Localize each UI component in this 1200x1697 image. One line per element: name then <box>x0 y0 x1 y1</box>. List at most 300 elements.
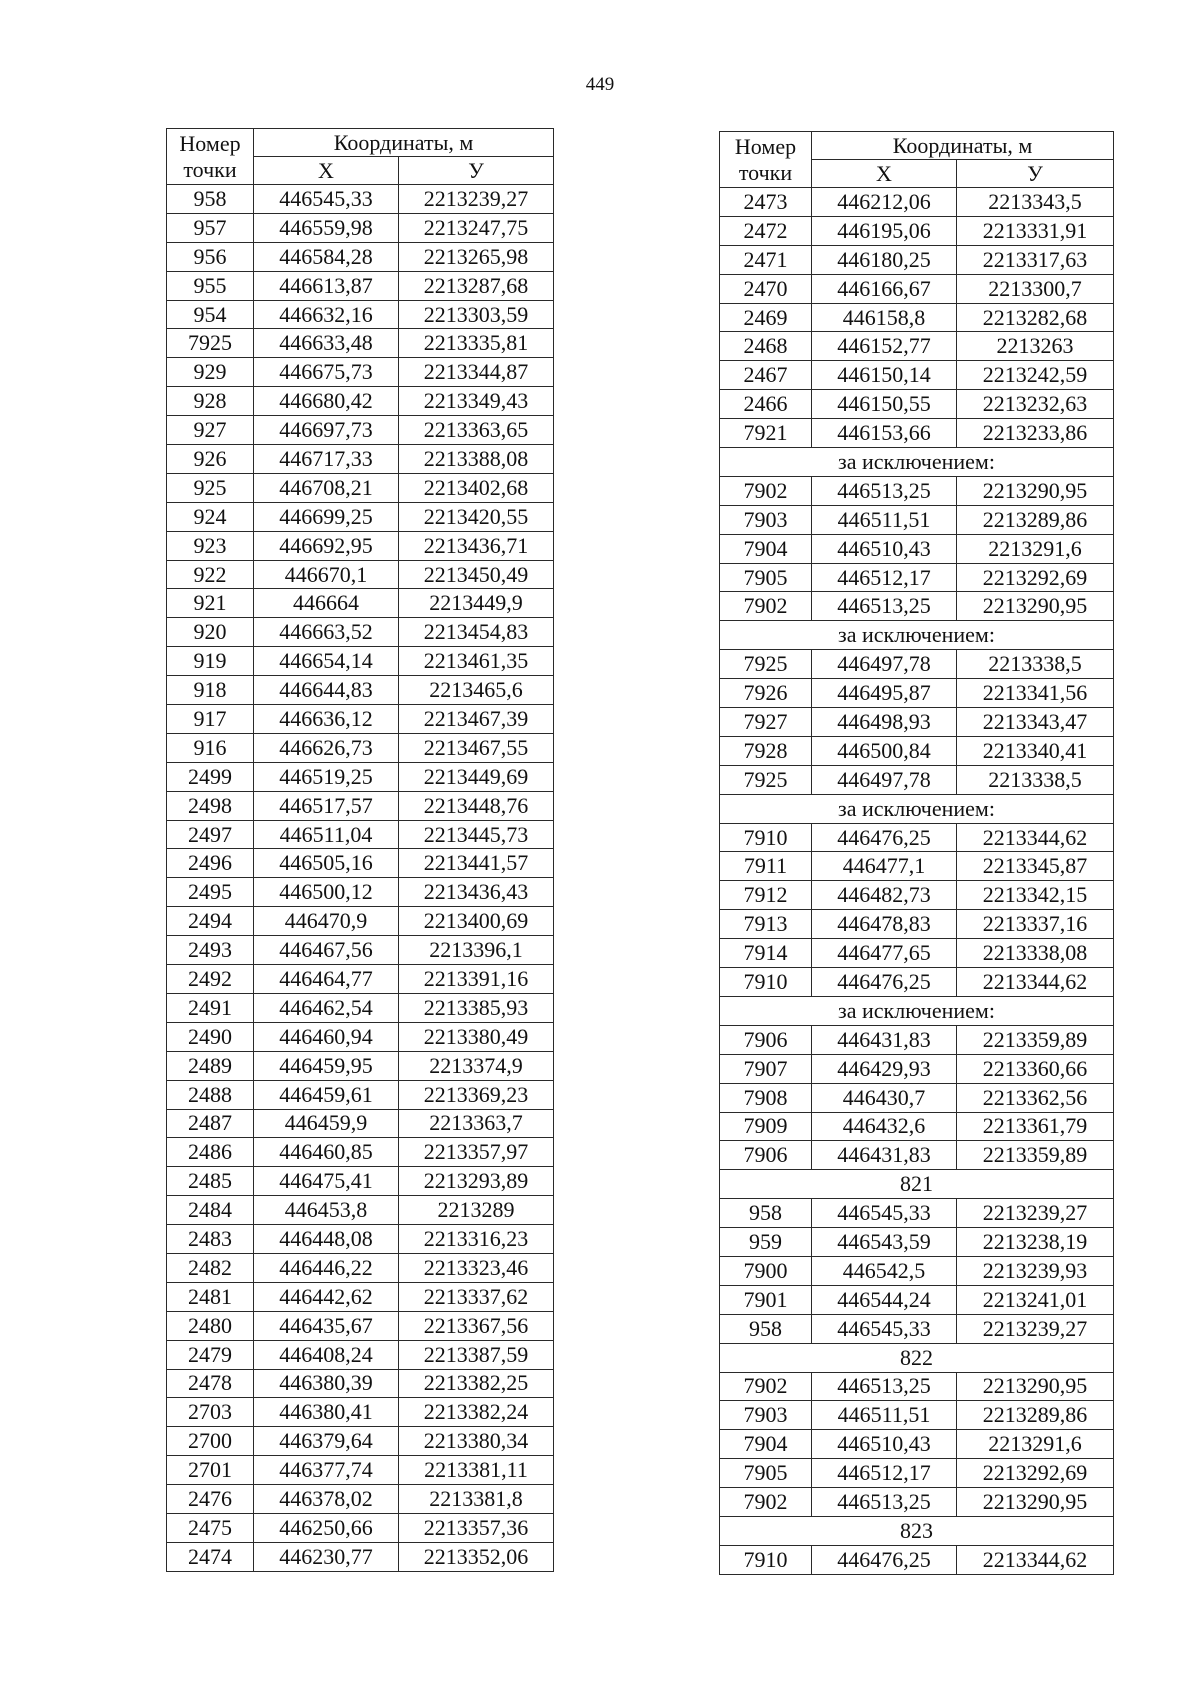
table-row <box>167 1485 554 1514</box>
x-coordinate-cell: 446697,73 <box>254 416 399 445</box>
x-coordinate-cell: 446460,85 <box>254 1138 399 1167</box>
y-coordinate-cell: 2213402,68 <box>399 473 554 502</box>
x-coordinate-cell: 446495,87 <box>812 679 957 708</box>
table-row <box>167 1427 554 1456</box>
y-coordinate-cell: 2213461,35 <box>399 647 554 676</box>
x-coordinate-cell: 446467,56 <box>254 936 399 965</box>
point-number-cell: 2479 <box>167 1340 254 1369</box>
y-coordinate-cell: 2213363,65 <box>399 416 554 445</box>
point-number-cell: 2487 <box>167 1109 254 1138</box>
x-coordinate-cell: 446497,78 <box>812 650 957 679</box>
y-coordinate-cell: 2213289 <box>399 1196 554 1225</box>
table-row <box>167 1138 554 1167</box>
point-number-cell: 7902 <box>720 476 812 505</box>
point-number-cell: 923 <box>167 531 254 560</box>
point-number-cell: 2499 <box>167 762 254 791</box>
section-label: за исключением: <box>720 621 1114 650</box>
y-coordinate-cell: 2213337,62 <box>399 1282 554 1311</box>
x-coordinate-cell: 446459,9 <box>254 1109 399 1138</box>
x-coordinate-cell: 446545,33 <box>254 185 399 214</box>
point-number-cell: 2488 <box>167 1080 254 1109</box>
y-coordinate-cell: 2213290,95 <box>957 592 1114 621</box>
x-coordinate-cell: 446476,25 <box>812 823 957 852</box>
y-coordinate-cell: 2213349,43 <box>399 387 554 416</box>
table-row <box>167 1196 554 1225</box>
x-coordinate-cell: 446250,66 <box>254 1513 399 1542</box>
y-coordinate-cell: 2213290,95 <box>957 1372 1114 1401</box>
table-row <box>720 303 1114 332</box>
table-row <box>167 733 554 762</box>
table-row <box>167 849 554 878</box>
table-row <box>720 245 1114 274</box>
x-coordinate-cell: 446152,77 <box>812 332 957 361</box>
point-number-cell: 927 <box>167 416 254 445</box>
point-number-cell: 7906 <box>720 1141 812 1170</box>
section-row <box>720 621 1114 650</box>
point-number-cell: 7907 <box>720 1054 812 1083</box>
y-coordinate-cell: 2213344,62 <box>957 1545 1114 1574</box>
point-number-cell: 2468 <box>720 332 812 361</box>
y-coordinate-cell: 2213233,86 <box>957 419 1114 448</box>
x-coordinate-cell: 446511,51 <box>812 1401 957 1430</box>
table-row <box>720 188 1114 217</box>
x-coordinate-cell: 446510,43 <box>812 534 957 563</box>
table-row <box>167 531 554 560</box>
x-coordinate-cell: 446517,57 <box>254 791 399 820</box>
point-number-cell: 7900 <box>720 1256 812 1285</box>
point-number-cell: 7925 <box>720 650 812 679</box>
x-coordinate-cell: 446446,22 <box>254 1253 399 1282</box>
point-number-cell: 925 <box>167 473 254 502</box>
y-coordinate-cell: 2213449,9 <box>399 589 554 618</box>
x-coordinate-cell: 446459,95 <box>254 1051 399 1080</box>
table-row <box>167 589 554 618</box>
y-coordinate-cell: 2213263 <box>957 332 1114 361</box>
y-coordinate-cell: 2213335,81 <box>399 329 554 358</box>
point-number-cell: 921 <box>167 589 254 618</box>
x-coordinate-cell: 446408,24 <box>254 1340 399 1369</box>
y-coordinate-cell: 2213381,11 <box>399 1456 554 1485</box>
table-row <box>720 1025 1114 1054</box>
table-row <box>167 936 554 965</box>
table-row <box>167 762 554 791</box>
x-header: Х <box>812 160 957 188</box>
y-coordinate-cell: 2213359,89 <box>957 1141 1114 1170</box>
y-coordinate-cell: 2213242,59 <box>957 361 1114 390</box>
table-row <box>720 679 1114 708</box>
section-row <box>720 448 1114 477</box>
section-label: 821 <box>720 1170 1114 1199</box>
point-number-cell: 2703 <box>167 1398 254 1427</box>
table-row <box>720 1054 1114 1083</box>
y-coordinate-cell: 2213343,47 <box>957 708 1114 737</box>
point-number-cell: 958 <box>720 1199 812 1228</box>
point-number-header: Номер точки <box>167 129 254 185</box>
x-coordinate-cell: 446482,73 <box>812 881 957 910</box>
x-coordinate-cell: 446708,21 <box>254 473 399 502</box>
y-coordinate-cell: 2213450,49 <box>399 560 554 589</box>
point-number-cell: 954 <box>167 300 254 329</box>
table-row <box>720 361 1114 390</box>
table-row <box>720 216 1114 245</box>
y-coordinate-cell: 2213232,63 <box>957 390 1114 419</box>
table-row <box>720 505 1114 534</box>
x-coordinate-cell: 446633,48 <box>254 329 399 358</box>
x-coordinate-cell: 446654,14 <box>254 647 399 676</box>
x-coordinate-cell: 446584,28 <box>254 242 399 271</box>
table-row <box>720 1228 1114 1257</box>
table-row <box>167 416 554 445</box>
point-number-cell: 7902 <box>720 1372 812 1401</box>
x-coordinate-cell: 446431,83 <box>812 1025 957 1054</box>
table-row <box>167 993 554 1022</box>
point-number-cell: 7912 <box>720 881 812 910</box>
x-coordinate-cell: 446497,78 <box>812 765 957 794</box>
table-row <box>720 823 1114 852</box>
table-row <box>167 791 554 820</box>
y-coordinate-cell: 2213338,5 <box>957 765 1114 794</box>
point-number-cell: 7905 <box>720 563 812 592</box>
x-coordinate-cell: 446464,77 <box>254 965 399 994</box>
point-number-cell: 2471 <box>720 245 812 274</box>
point-number-cell: 7903 <box>720 1401 812 1430</box>
x-coordinate-cell: 446664 <box>254 589 399 618</box>
x-coordinate-cell: 446545,33 <box>812 1314 957 1343</box>
y-coordinate-cell: 2213338,5 <box>957 650 1114 679</box>
point-number-cell: 2474 <box>167 1542 254 1571</box>
y-coordinate-cell: 2213367,56 <box>399 1311 554 1340</box>
y-coordinate-cell: 2213374,9 <box>399 1051 554 1080</box>
section-label: 823 <box>720 1516 1114 1545</box>
table-row <box>720 390 1114 419</box>
section-row <box>720 1516 1114 1545</box>
point-number-cell: 7901 <box>720 1285 812 1314</box>
table-row <box>167 820 554 849</box>
y-coordinate-cell: 2213331,91 <box>957 216 1114 245</box>
table-row <box>720 332 1114 361</box>
section-label: за исключением: <box>720 448 1114 477</box>
point-number-cell: 7904 <box>720 1430 812 1459</box>
x-coordinate-cell: 446500,84 <box>812 736 957 765</box>
table-row <box>720 1199 1114 1228</box>
table-row <box>720 534 1114 563</box>
table-row <box>167 705 554 734</box>
x-coordinate-cell: 446543,59 <box>812 1228 957 1257</box>
table-row <box>720 765 1114 794</box>
table-row <box>167 1022 554 1051</box>
point-number-cell: 2466 <box>720 390 812 419</box>
y-coordinate-cell: 2213337,16 <box>957 910 1114 939</box>
point-number-cell: 928 <box>167 387 254 416</box>
y-coordinate-cell: 2213465,6 <box>399 676 554 705</box>
y-coordinate-cell: 2213342,15 <box>957 881 1114 910</box>
x-coordinate-cell: 446545,33 <box>812 1199 957 1228</box>
x-header: Х <box>254 157 399 185</box>
point-number-cell: 2490 <box>167 1022 254 1051</box>
y-coordinate-cell: 2213338,08 <box>957 939 1114 968</box>
point-number-cell: 922 <box>167 560 254 589</box>
table-row <box>720 274 1114 303</box>
y-coordinate-cell: 2213247,75 <box>399 213 554 242</box>
y-coordinate-cell: 2213448,76 <box>399 791 554 820</box>
y-coordinate-cell: 2213420,55 <box>399 502 554 531</box>
y-coordinate-cell: 2213467,39 <box>399 705 554 734</box>
y-coordinate-cell: 2213352,06 <box>399 1542 554 1571</box>
table-row <box>167 473 554 502</box>
x-coordinate-cell: 446542,5 <box>812 1256 957 1285</box>
y-coordinate-cell: 2213357,97 <box>399 1138 554 1167</box>
x-coordinate-cell: 446544,24 <box>812 1285 957 1314</box>
x-coordinate-cell: 446511,04 <box>254 820 399 849</box>
table-row <box>167 185 554 214</box>
y-coordinate-cell: 2213239,27 <box>957 1199 1114 1228</box>
y-coordinate-cell: 2213287,68 <box>399 271 554 300</box>
x-coordinate-cell: 446717,33 <box>254 445 399 474</box>
y-coordinate-cell: 2213292,69 <box>957 1459 1114 1488</box>
table-row <box>720 419 1114 448</box>
x-coordinate-cell: 446477,65 <box>812 939 957 968</box>
point-number-cell: 2486 <box>167 1138 254 1167</box>
table-row <box>720 1285 1114 1314</box>
table-row <box>167 1167 554 1196</box>
x-coordinate-cell: 446675,73 <box>254 358 399 387</box>
point-number-cell: 2480 <box>167 1311 254 1340</box>
y-coordinate-cell: 2213292,69 <box>957 563 1114 592</box>
y-coordinate-cell: 2213363,7 <box>399 1109 554 1138</box>
table-row <box>720 939 1114 968</box>
point-number-cell: 956 <box>167 242 254 271</box>
coordinates-table-left <box>166 128 554 1572</box>
x-coordinate-cell: 446670,1 <box>254 560 399 589</box>
point-number-cell: 7904 <box>720 534 812 563</box>
table-row <box>720 736 1114 765</box>
point-number-cell: 7913 <box>720 910 812 939</box>
table-row <box>720 1401 1114 1430</box>
x-coordinate-cell: 446513,25 <box>812 1372 957 1401</box>
table-row <box>720 592 1114 621</box>
x-coordinate-cell: 446429,93 <box>812 1054 957 1083</box>
table-row <box>720 1459 1114 1488</box>
table-row <box>720 1256 1114 1285</box>
y-coordinate-cell: 2213359,89 <box>957 1025 1114 1054</box>
table-row <box>167 1340 554 1369</box>
point-number-cell: 2476 <box>167 1485 254 1514</box>
point-number-cell: 2475 <box>167 1513 254 1542</box>
x-coordinate-cell: 446380,41 <box>254 1398 399 1427</box>
x-coordinate-cell: 446377,74 <box>254 1456 399 1485</box>
point-number-cell: 2491 <box>167 993 254 1022</box>
y-coordinate-cell: 2213388,08 <box>399 445 554 474</box>
table-row <box>720 1314 1114 1343</box>
y-coordinate-cell: 2213340,41 <box>957 736 1114 765</box>
point-number-cell: 2494 <box>167 907 254 936</box>
x-coordinate-cell: 446435,67 <box>254 1311 399 1340</box>
point-number-cell: 955 <box>167 271 254 300</box>
point-number-cell: 2497 <box>167 820 254 849</box>
table-row <box>167 213 554 242</box>
x-coordinate-cell: 446448,08 <box>254 1225 399 1254</box>
y-coordinate-cell: 2213289,86 <box>957 505 1114 534</box>
point-number-cell: 918 <box>167 676 254 705</box>
point-number-cell: 959 <box>720 1228 812 1257</box>
x-coordinate-cell: 446513,25 <box>812 592 957 621</box>
point-number-cell: 7925 <box>167 329 254 358</box>
x-coordinate-cell: 446478,83 <box>812 910 957 939</box>
table-row <box>720 563 1114 592</box>
table-row <box>720 1372 1114 1401</box>
table-row <box>720 968 1114 997</box>
y-coordinate-cell: 2213343,5 <box>957 188 1114 217</box>
x-coordinate-cell: 446212,06 <box>812 188 957 217</box>
y-coordinate-cell: 2213241,01 <box>957 1285 1114 1314</box>
table-row <box>167 907 554 936</box>
y-coordinate-cell: 2213361,79 <box>957 1112 1114 1141</box>
y-coordinate-cell: 2213436,71 <box>399 531 554 560</box>
y-coordinate-cell: 2213239,27 <box>399 185 554 214</box>
table-row <box>720 1083 1114 1112</box>
point-number-cell: 7927 <box>720 708 812 737</box>
point-number-cell: 2493 <box>167 936 254 965</box>
point-number-cell: 2701 <box>167 1456 254 1485</box>
x-coordinate-cell: 446500,12 <box>254 878 399 907</box>
x-coordinate-cell: 446453,8 <box>254 1196 399 1225</box>
point-number-cell: 7914 <box>720 939 812 968</box>
point-number-cell: 957 <box>167 213 254 242</box>
point-number-cell: 2700 <box>167 1427 254 1456</box>
table-row <box>167 1282 554 1311</box>
y-coordinate-cell: 2213382,24 <box>399 1398 554 1427</box>
y-coordinate-cell: 2213291,6 <box>957 1430 1114 1459</box>
table-row <box>167 445 554 474</box>
page-number: 449 <box>585 74 615 95</box>
point-number-cell: 7903 <box>720 505 812 534</box>
coordinates-header: Координаты, м <box>254 129 554 157</box>
table-row <box>720 650 1114 679</box>
y-coordinate-cell: 2213282,68 <box>957 303 1114 332</box>
table-row <box>720 708 1114 737</box>
table-row <box>167 358 554 387</box>
y-coordinate-cell: 2213238,19 <box>957 1228 1114 1257</box>
y-coordinate-cell: 2213467,55 <box>399 733 554 762</box>
x-coordinate-cell: 446636,12 <box>254 705 399 734</box>
table-row <box>167 300 554 329</box>
x-coordinate-cell: 446519,25 <box>254 762 399 791</box>
point-number-cell: 7909 <box>720 1112 812 1141</box>
section-row <box>720 1343 1114 1372</box>
section-label: за исключением: <box>720 996 1114 1025</box>
x-coordinate-cell: 446511,51 <box>812 505 957 534</box>
point-number-cell: 2484 <box>167 1196 254 1225</box>
point-number-cell: 7911 <box>720 852 812 881</box>
table-row <box>167 618 554 647</box>
point-number-cell: 2472 <box>720 216 812 245</box>
point-number-cell: 2485 <box>167 1167 254 1196</box>
point-number-cell: 2481 <box>167 1282 254 1311</box>
x-coordinate-cell: 446442,62 <box>254 1282 399 1311</box>
point-number-cell: 7926 <box>720 679 812 708</box>
x-coordinate-cell: 446505,16 <box>254 849 399 878</box>
table-row <box>167 1369 554 1398</box>
table-row <box>167 1080 554 1109</box>
y-coordinate-cell: 2213344,62 <box>957 823 1114 852</box>
y-coordinate-cell: 2213239,27 <box>957 1314 1114 1343</box>
y-coordinate-cell: 2213289,86 <box>957 1401 1114 1430</box>
table-row <box>167 1253 554 1282</box>
table-row <box>167 1513 554 1542</box>
y-coordinate-cell: 2213396,1 <box>399 936 554 965</box>
point-number-cell: 917 <box>167 705 254 734</box>
y-coordinate-cell: 2213303,59 <box>399 300 554 329</box>
y-coordinate-cell: 2213369,23 <box>399 1080 554 1109</box>
y-header: У <box>957 160 1114 188</box>
table-row <box>167 965 554 994</box>
point-number-cell: 920 <box>167 618 254 647</box>
y-coordinate-cell: 2213290,95 <box>957 476 1114 505</box>
section-label: за исключением: <box>720 794 1114 823</box>
y-coordinate-cell: 2213391,16 <box>399 965 554 994</box>
table-row <box>167 387 554 416</box>
table-row <box>720 476 1114 505</box>
table-row <box>167 647 554 676</box>
y-coordinate-cell: 2213387,59 <box>399 1340 554 1369</box>
x-coordinate-cell: 446512,17 <box>812 1459 957 1488</box>
x-coordinate-cell: 446663,52 <box>254 618 399 647</box>
point-number-cell: 2473 <box>720 188 812 217</box>
section-label: 822 <box>720 1343 1114 1372</box>
point-number-cell: 958 <box>167 185 254 214</box>
y-coordinate-cell: 2213380,34 <box>399 1427 554 1456</box>
table-row <box>167 1542 554 1571</box>
x-coordinate-cell: 446432,6 <box>812 1112 957 1141</box>
table-row <box>167 1051 554 1080</box>
x-coordinate-cell: 446379,64 <box>254 1427 399 1456</box>
section-row <box>720 794 1114 823</box>
y-coordinate-cell: 2213316,23 <box>399 1225 554 1254</box>
point-number-cell: 958 <box>720 1314 812 1343</box>
y-coordinate-cell: 2213385,93 <box>399 993 554 1022</box>
x-coordinate-cell: 446477,1 <box>812 852 957 881</box>
x-coordinate-cell: 446476,25 <box>812 968 957 997</box>
point-number-cell: 7905 <box>720 1459 812 1488</box>
coordinates-table-right <box>719 131 1114 1575</box>
y-header: У <box>399 157 554 185</box>
x-coordinate-cell: 446680,42 <box>254 387 399 416</box>
x-coordinate-cell: 446378,02 <box>254 1485 399 1514</box>
y-coordinate-cell: 2213300,7 <box>957 274 1114 303</box>
point-number-cell: 926 <box>167 445 254 474</box>
x-coordinate-cell: 446699,25 <box>254 502 399 531</box>
x-coordinate-cell: 446230,77 <box>254 1542 399 1571</box>
y-coordinate-cell: 2213345,87 <box>957 852 1114 881</box>
y-coordinate-cell: 2213357,36 <box>399 1513 554 1542</box>
x-coordinate-cell: 446476,25 <box>812 1545 957 1574</box>
table-row <box>720 1488 1114 1517</box>
point-number-cell: 2483 <box>167 1225 254 1254</box>
x-coordinate-cell: 446632,16 <box>254 300 399 329</box>
y-coordinate-cell: 2213400,69 <box>399 907 554 936</box>
x-coordinate-cell: 446470,9 <box>254 907 399 936</box>
x-coordinate-cell: 446380,39 <box>254 1369 399 1398</box>
x-coordinate-cell: 446498,93 <box>812 708 957 737</box>
y-coordinate-cell: 2213449,69 <box>399 762 554 791</box>
point-number-cell: 7906 <box>720 1025 812 1054</box>
x-coordinate-cell: 446430,7 <box>812 1083 957 1112</box>
table-row <box>167 1109 554 1138</box>
point-number-cell: 2482 <box>167 1253 254 1282</box>
x-coordinate-cell: 446613,87 <box>254 271 399 300</box>
x-coordinate-cell: 446512,17 <box>812 563 957 592</box>
point-number-cell: 2496 <box>167 849 254 878</box>
